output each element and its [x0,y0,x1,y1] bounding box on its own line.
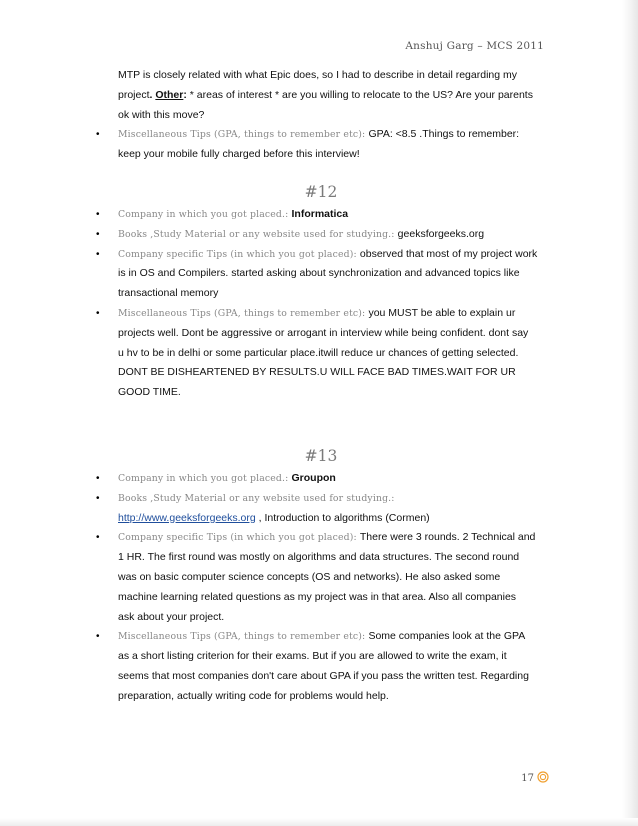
item-value: Informatica [291,207,349,220]
bullet-icon: • [96,631,100,643]
item-value: Some companies look at the GPA [368,630,526,643]
list-item [96,245,546,304]
bullet-icon: • [96,532,100,544]
item-line [118,509,546,529]
item-line: GOOD TIME. [118,386,181,399]
page-edge-shadow [622,0,638,826]
item-value: , Introduction to algorithms (Cormen) [255,511,430,524]
item-value: Groupon [291,471,336,484]
bullet-icon: • [96,228,100,240]
item-line: seems that most companies don't care about GPA if you pass the written test. Regarding [118,669,529,682]
page-number: 17 [521,773,534,784]
item-value: you MUST be able to explain ur [368,306,516,319]
intro-text: project [118,88,150,101]
page-bottom-shadow [0,818,638,826]
item-label: Company in which you got placed.: [118,472,292,484]
other-label: Other [155,88,184,101]
item-line: keep your mobile fully charged before this interview! [118,148,360,161]
item-label: Books ,Study Material or any website used for studying.: [118,228,398,240]
item-line [118,528,546,548]
item-line: preparation, actually writing code for problems would help. [118,689,389,702]
item-line: as a short listing criterion for their exams. But if you are allowed to write the exam, it [118,650,507,663]
item-value: GPA: <8.5 .Things to remember: [368,128,520,141]
intro-line: MTP is closely related with what Epic does, so I had to describe in detail regarding my [118,69,517,81]
list-item [96,205,546,225]
page-header: Anshuj Garg – MCS 2011 [405,40,544,52]
orange-spiral-icon [537,771,549,783]
section-heading-12: #12 [304,182,338,201]
item-line: ask about your project. [118,610,225,623]
item-line: DONT BE DISHEARTENED BY RESULTS.U WILL FACE BAD TIMES.WAIT FOR UR [118,366,516,379]
list-item [96,528,546,627]
intro-line: ok with this move? [118,108,205,121]
geeksforgeeks-link[interactable]: http://www.geeksforgeeks.org [118,511,256,524]
item-line [118,489,546,509]
item-label: Books ,Study Material or any website used for studying.: [118,492,395,504]
document-body [96,66,546,707]
item-line [118,125,546,145]
bullet-icon: • [96,129,100,141]
intro-paragraph [96,66,546,125]
list-item [96,125,546,165]
other-colon: : [183,88,187,101]
item-line: is in OS and Compilers. started asking about synchronization and advanced topics like [118,267,520,280]
item-line [118,627,546,647]
item-line: machine learning related questions as my project was in that area. Also all companies [118,590,517,603]
bullet-icon: • [96,492,100,504]
item-line: u hv to be in delhi or some particular place.itwill reduce ur chances of getting selected. [118,346,519,359]
item-line: projects well. Dont be aggressive or arrogant in interview while being confident. dont say [118,326,529,339]
item-label: Company in which you got placed.: [118,208,292,220]
item-line [118,245,546,265]
intro-text: * areas of interest * are you willing to relocate to the US? Are your parents [186,88,533,101]
item-line: 1 HR. The first round was mostly on algorithms and data structures. The second round [118,551,520,564]
item-line [118,304,546,324]
bullet-icon: • [96,248,100,260]
item-label: Miscellaneous Tips (GPA, things to remember etc): [118,129,369,141]
list-item [96,304,546,403]
intro-line [118,86,546,106]
section-heading-13: #13 [304,446,338,465]
intro-dot: . [149,88,153,101]
item-label: Miscellaneous Tips (GPA, things to remember etc): [118,307,369,319]
item-value: geeksforgeeks.org [397,227,485,240]
item-label: Company specific Tips (in which you got placed): [118,532,360,544]
item-value: observed that most of my project work [359,247,538,260]
list-item [96,489,546,529]
list-item [96,469,546,489]
bullet-icon: • [96,208,100,220]
item-line: was on basic computer science concepts (OS and networks). He also asked some [118,570,501,583]
item-value: There were 3 rounds. 2 Technical and [359,531,536,544]
item-label: Company specific Tips (in which you got placed): [118,248,360,260]
item-line: transactional memory [118,287,219,300]
item-label: Miscellaneous Tips (GPA, things to remember etc): [118,631,369,643]
list-item [96,627,546,706]
bullet-icon: • [96,472,100,484]
bullet-icon: • [96,307,100,319]
list-item [96,225,546,245]
